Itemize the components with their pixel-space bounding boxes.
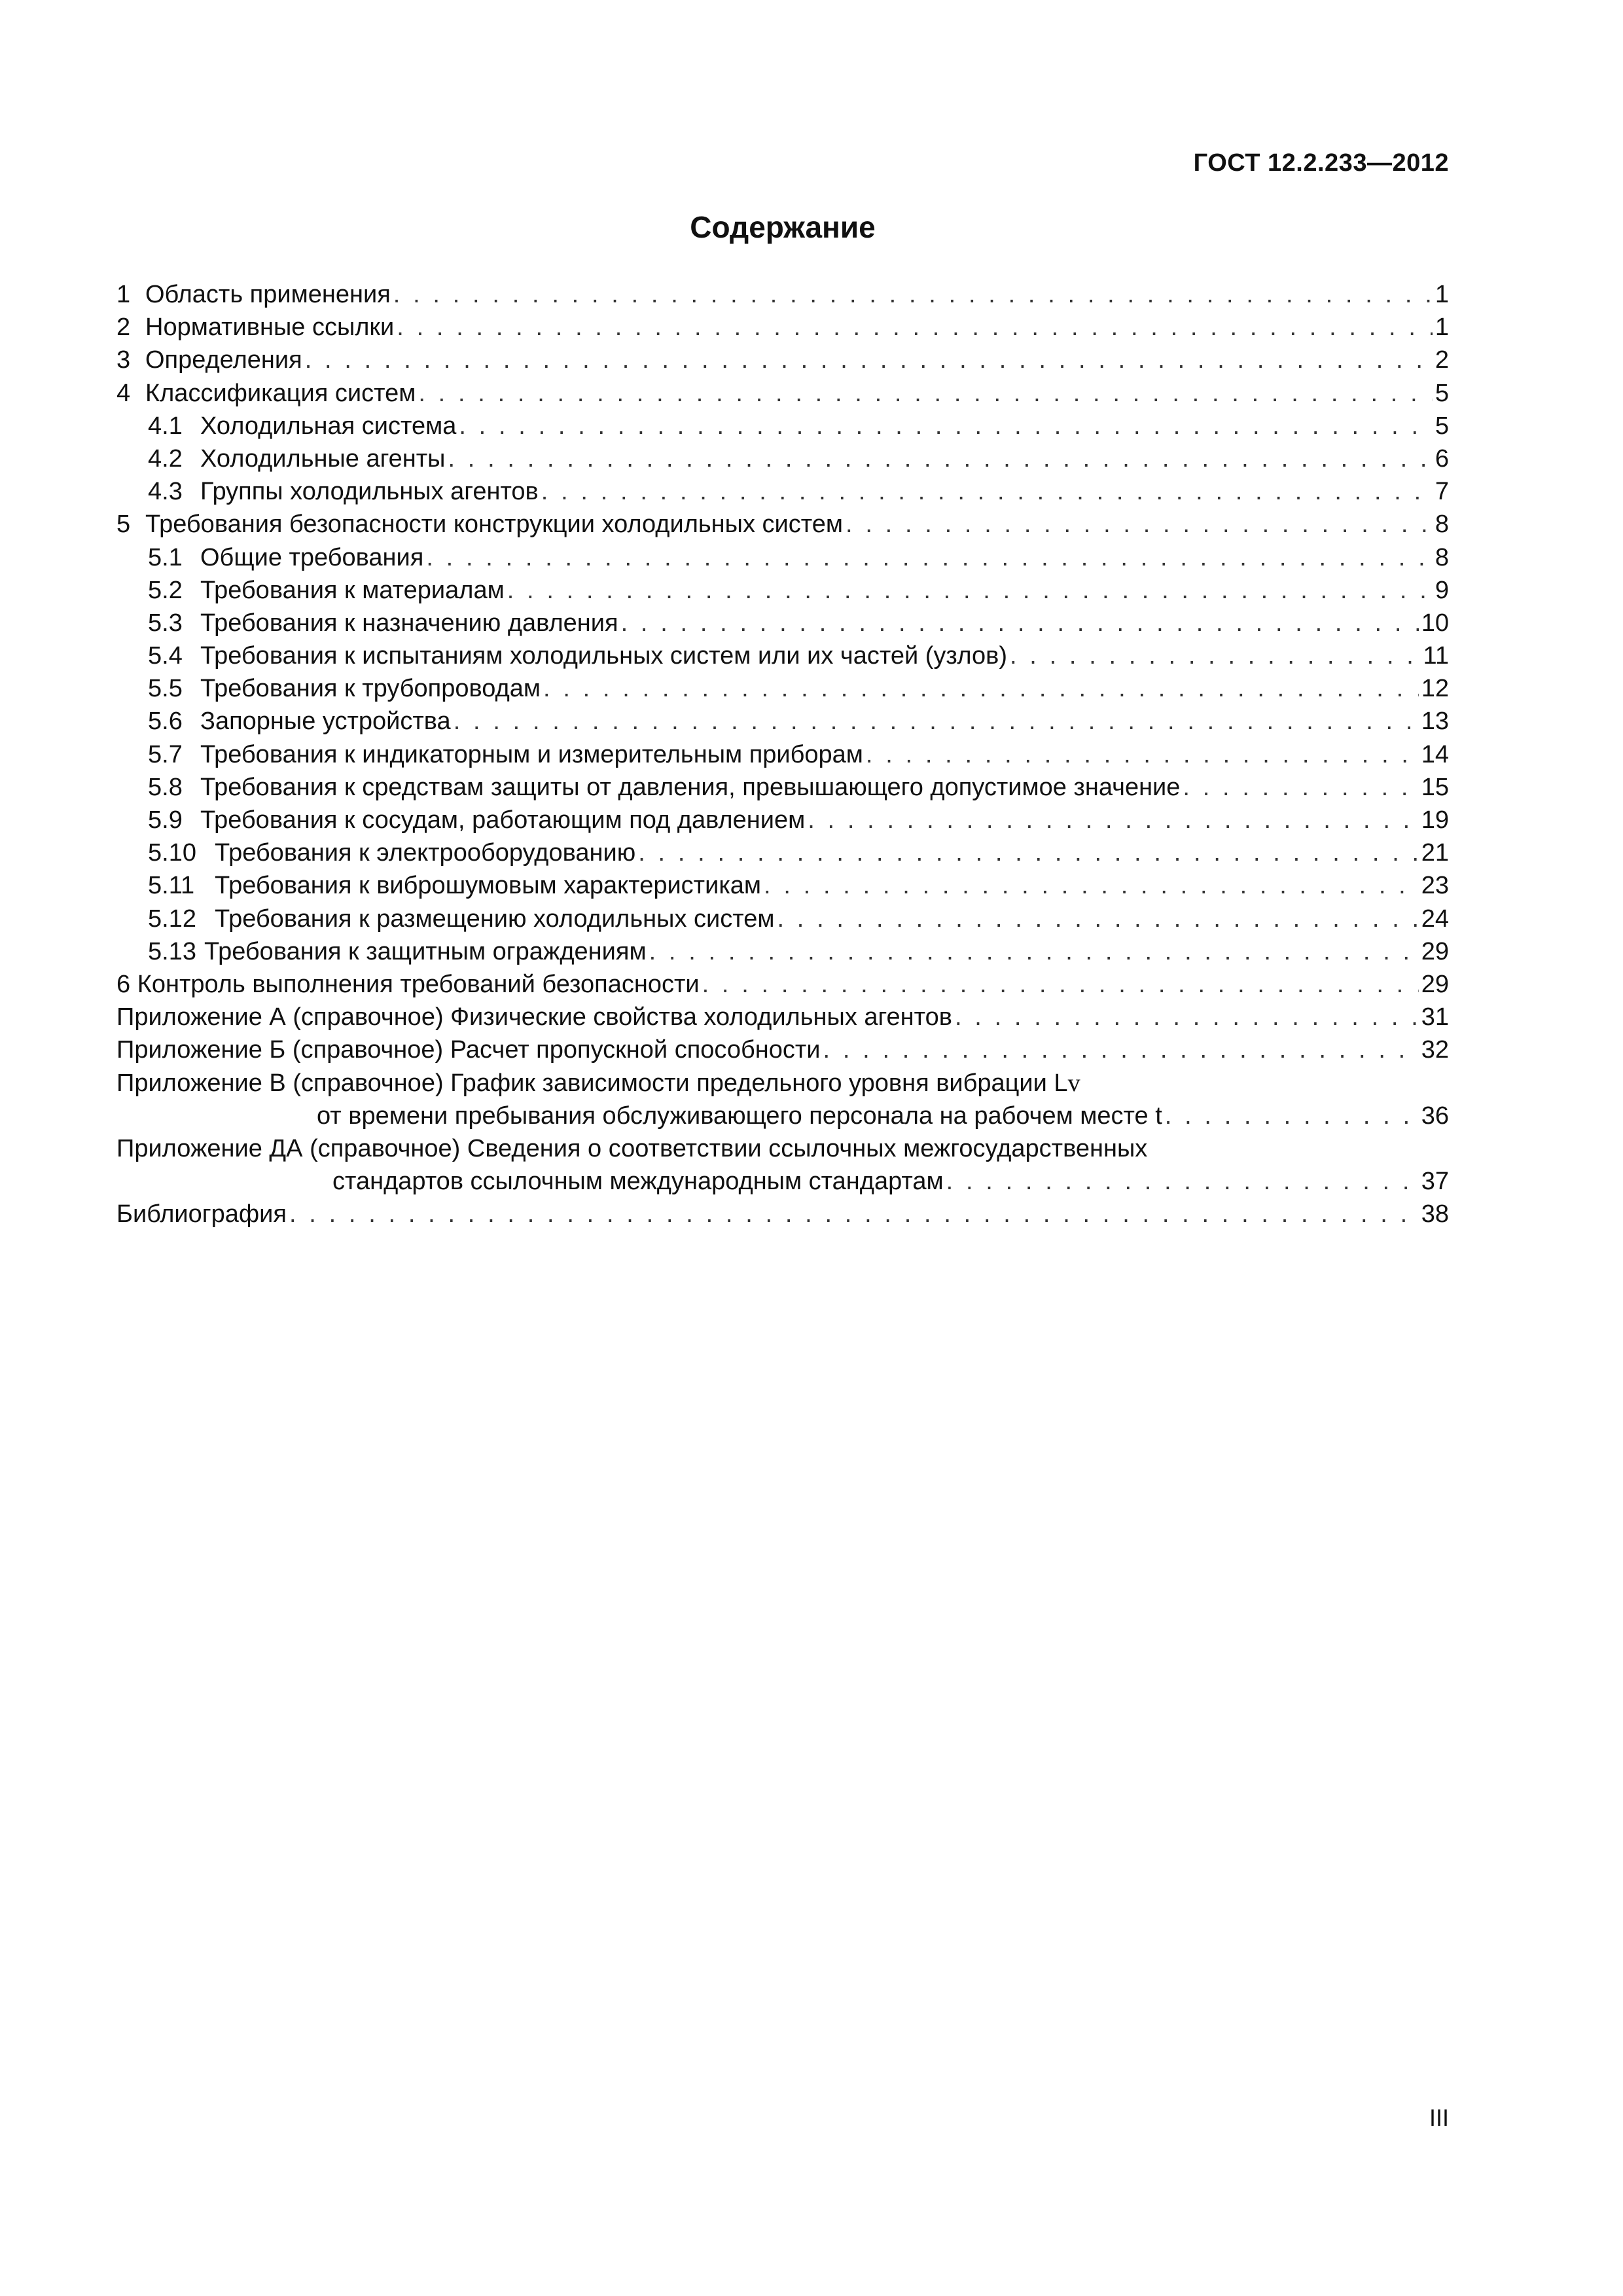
toc-entry[interactable] xyxy=(116,377,1449,410)
toc-entry-page: 31 xyxy=(1421,1003,1449,1031)
toc-entry[interactable] xyxy=(116,442,1449,475)
page-number: III xyxy=(1429,2104,1449,2131)
toc-entry-page: 5 xyxy=(1435,412,1449,440)
toc-entry-number: 3 xyxy=(116,346,131,374)
toc-entry-title: Требования к трубопроводам xyxy=(200,675,541,703)
toc-entry-page: 29 xyxy=(1421,937,1449,965)
toc-entry[interactable] xyxy=(116,574,1449,607)
dot-leader xyxy=(459,410,1433,442)
toc-entry-title: Общие требования xyxy=(200,543,424,571)
toc-entry-title: Приложение Б (справочное) Расчет пропускной способности xyxy=(116,1036,821,1064)
toc-entry[interactable] xyxy=(116,771,1449,804)
toc-entry-number: 4 xyxy=(116,379,131,407)
toc-entry[interactable] xyxy=(116,311,1449,344)
toc-entry[interactable] xyxy=(116,935,1449,968)
dot-leader xyxy=(808,804,1419,836)
toc-entry-page: 10 xyxy=(1421,609,1449,637)
toc-entry-number: 5.5 xyxy=(148,675,183,703)
document-code: ГОСТ 12.2.233—2012 xyxy=(1193,149,1449,177)
toc-entry-page: 12 xyxy=(1421,675,1449,703)
toc-entry-page: 36 xyxy=(1421,1102,1449,1130)
toc-entry[interactable] xyxy=(116,738,1449,771)
dot-leader xyxy=(507,574,1433,607)
dot-leader xyxy=(621,607,1419,639)
toc-entry-page: 23 xyxy=(1421,872,1449,900)
toc-entry-title: Требования к материалам xyxy=(200,576,505,604)
toc-entry-number: 1 xyxy=(116,281,131,308)
toc-entry-page: 8 xyxy=(1435,543,1449,571)
toc-entry-title: Требования к индикаторным и измерительным приборам xyxy=(200,740,863,768)
dot-leader xyxy=(823,1033,1419,1066)
toc-entry-continuation[interactable] xyxy=(116,1165,1449,1198)
dot-leader xyxy=(764,869,1419,902)
dot-leader xyxy=(448,442,1432,475)
toc-entry-number: 5.13 xyxy=(148,937,196,965)
toc-entry-number: 5.1 xyxy=(148,543,183,571)
toc-entry-number: 4.3 xyxy=(148,478,183,506)
toc-entry[interactable] xyxy=(116,672,1449,705)
dot-leader xyxy=(1010,639,1421,672)
toc-entry-title: Приложение ДА (справочное) Сведения о соответствии ссылочных межгосударственных xyxy=(116,1134,1148,1162)
toc-entry-title: Требования к виброшумовым характеристикам xyxy=(215,872,762,900)
toc-entry[interactable] xyxy=(116,508,1449,541)
toc-entry-number: 6 xyxy=(116,970,131,998)
toc-entry-title: Холодильная система xyxy=(200,412,457,440)
dot-leader xyxy=(649,935,1419,968)
toc-entry-number: 5.3 xyxy=(148,609,183,637)
toc-entry-page: 11 xyxy=(1423,642,1449,670)
toc-entry-number: 5.11 xyxy=(148,872,195,900)
dot-leader xyxy=(1165,1100,1419,1132)
toc-entry[interactable] xyxy=(116,705,1449,738)
toc-entry-page: 24 xyxy=(1421,905,1449,933)
toc-entry[interactable] xyxy=(116,804,1449,836)
toc-entry-number: 5.7 xyxy=(148,740,183,768)
toc-entry-page: 21 xyxy=(1421,839,1449,867)
toc-entry-title: Классификация систем xyxy=(145,379,416,407)
toc-entry-page: 6 xyxy=(1435,444,1449,473)
toc-entry[interactable] xyxy=(116,410,1449,442)
toc-entry[interactable] xyxy=(116,968,1449,1001)
toc-entry-title: Запорные устройства xyxy=(200,708,451,736)
dot-leader xyxy=(393,278,1433,311)
toc-entry-number: 5.6 xyxy=(148,708,183,736)
dot-leader xyxy=(866,738,1419,771)
toc-entry-number: 5.8 xyxy=(148,773,183,801)
toc-entry[interactable] xyxy=(116,344,1449,376)
dot-leader xyxy=(846,508,1433,541)
toc-entry-title: Приложение А (справочное) Физические свойства холодильных агентов xyxy=(116,1003,952,1031)
page-title: Содержание xyxy=(690,210,876,244)
toc-entry-title: Определения xyxy=(145,346,302,374)
toc-entry-title: Требования к размещению холодильных систем xyxy=(215,905,775,933)
toc-entry[interactable] xyxy=(116,903,1449,935)
toc-entry-title: Требования к средствам защиты от давления, превышающего допустимое значение xyxy=(200,773,1181,801)
toc-entry-page: 19 xyxy=(1421,806,1449,834)
toc-entry-page: 29 xyxy=(1421,970,1449,998)
toc-entry-page: 8 xyxy=(1435,511,1449,539)
toc-entry-number: 5.12 xyxy=(148,905,196,933)
toc-entry-title: Нормативные ссылки xyxy=(145,314,395,342)
toc-entry-page: 32 xyxy=(1421,1036,1449,1064)
toc-entry-title: Холодильные агенты xyxy=(200,444,446,473)
toc-entry-page: 1 xyxy=(1435,314,1449,342)
dot-leader xyxy=(289,1198,1419,1230)
dot-leader xyxy=(426,541,1433,574)
dot-leader xyxy=(305,344,1433,376)
dot-leader xyxy=(638,836,1419,869)
toc-entry-number: 5.9 xyxy=(148,806,183,834)
dot-leader xyxy=(777,903,1418,935)
dot-leader xyxy=(418,377,1433,410)
toc-entry-page: 37 xyxy=(1421,1168,1449,1196)
dot-leader xyxy=(397,311,1433,344)
toc-entry-page: 1 xyxy=(1435,281,1449,308)
table-of-contents xyxy=(116,278,1449,1230)
toc-entry-bibliography[interactable] xyxy=(116,1198,1449,1230)
toc-entry-title: Приложение В (справочное) График зависимости предельного уровня вибрации L xyxy=(116,1069,1068,1097)
toc-entry-number: 5 xyxy=(116,511,131,539)
toc-entry-page: 7 xyxy=(1435,478,1449,506)
toc-entry-title: Контроль выполнения требований безопасности xyxy=(137,970,700,998)
toc-entry-page: 2 xyxy=(1435,346,1449,374)
toc-entry-number: 4.1 xyxy=(148,412,183,440)
toc-entry[interactable] xyxy=(116,475,1449,508)
toc-entry-number: 5.2 xyxy=(148,576,183,604)
toc-entry-title: Требования безопасности конструкции холодильных систем xyxy=(145,511,843,539)
dot-leader xyxy=(946,1165,1419,1198)
toc-entry-number: 4.2 xyxy=(148,444,183,473)
toc-entry-page: 5 xyxy=(1435,379,1449,407)
toc-entry[interactable] xyxy=(116,836,1449,869)
toc-entry-page: 38 xyxy=(1421,1200,1449,1229)
toc-entry-title: Требования к испытаниям холодильных систем или их частей (узлов) xyxy=(200,642,1007,670)
dot-leader xyxy=(543,672,1419,705)
toc-entry[interactable] xyxy=(116,541,1449,574)
toc-entry-title: Область применения xyxy=(145,281,391,308)
toc-entry[interactable] xyxy=(116,639,1449,672)
toc-entry-appendix-da[interactable] xyxy=(116,1132,1449,1165)
toc-entry-title: Требования к электрооборудованию xyxy=(215,839,636,867)
toc-entry-title: Группы холодильных агентов xyxy=(200,478,539,506)
toc-entry-title: Требования к назначению давления xyxy=(200,609,618,637)
toc-entry-appendix-b[interactable] xyxy=(116,1033,1449,1066)
toc-entry-title: от времени пребывания обслуживающего персонала на рабочем месте t xyxy=(317,1102,1162,1130)
toc-entry-continuation[interactable] xyxy=(116,1100,1449,1132)
toc-entry-page: 13 xyxy=(1421,708,1449,736)
toc-entry[interactable] xyxy=(116,278,1449,311)
toc-entry-number: 5.10 xyxy=(148,839,196,867)
toc-entry[interactable] xyxy=(116,869,1449,902)
toc-entry-page: 15 xyxy=(1421,773,1449,801)
dot-leader xyxy=(955,1001,1419,1033)
toc-entry-page: 14 xyxy=(1421,740,1449,768)
dot-leader xyxy=(541,475,1433,508)
toc-entry-title: стандартов ссылочным международным стандартам xyxy=(332,1168,944,1196)
toc-entry-appendix-a[interactable] xyxy=(116,1001,1449,1033)
dot-leader xyxy=(454,705,1419,738)
dot-leader xyxy=(1183,771,1418,804)
toc-entry-subscript: v xyxy=(1067,1069,1080,1097)
toc-entry-title: Требования к сосудам, работающим под давлением xyxy=(200,806,806,834)
dot-leader xyxy=(702,968,1419,1001)
toc-entry-number: 5.4 xyxy=(148,642,183,670)
toc-entry-appendix-v[interactable] xyxy=(116,1067,1449,1100)
toc-entry-number: 2 xyxy=(116,314,131,342)
toc-entry-page: 9 xyxy=(1435,576,1449,604)
toc-entry[interactable] xyxy=(116,607,1449,639)
toc-entry-title: Требования к защитным ограждениям xyxy=(204,937,647,965)
toc-entry-title: Библиография xyxy=(116,1200,287,1229)
